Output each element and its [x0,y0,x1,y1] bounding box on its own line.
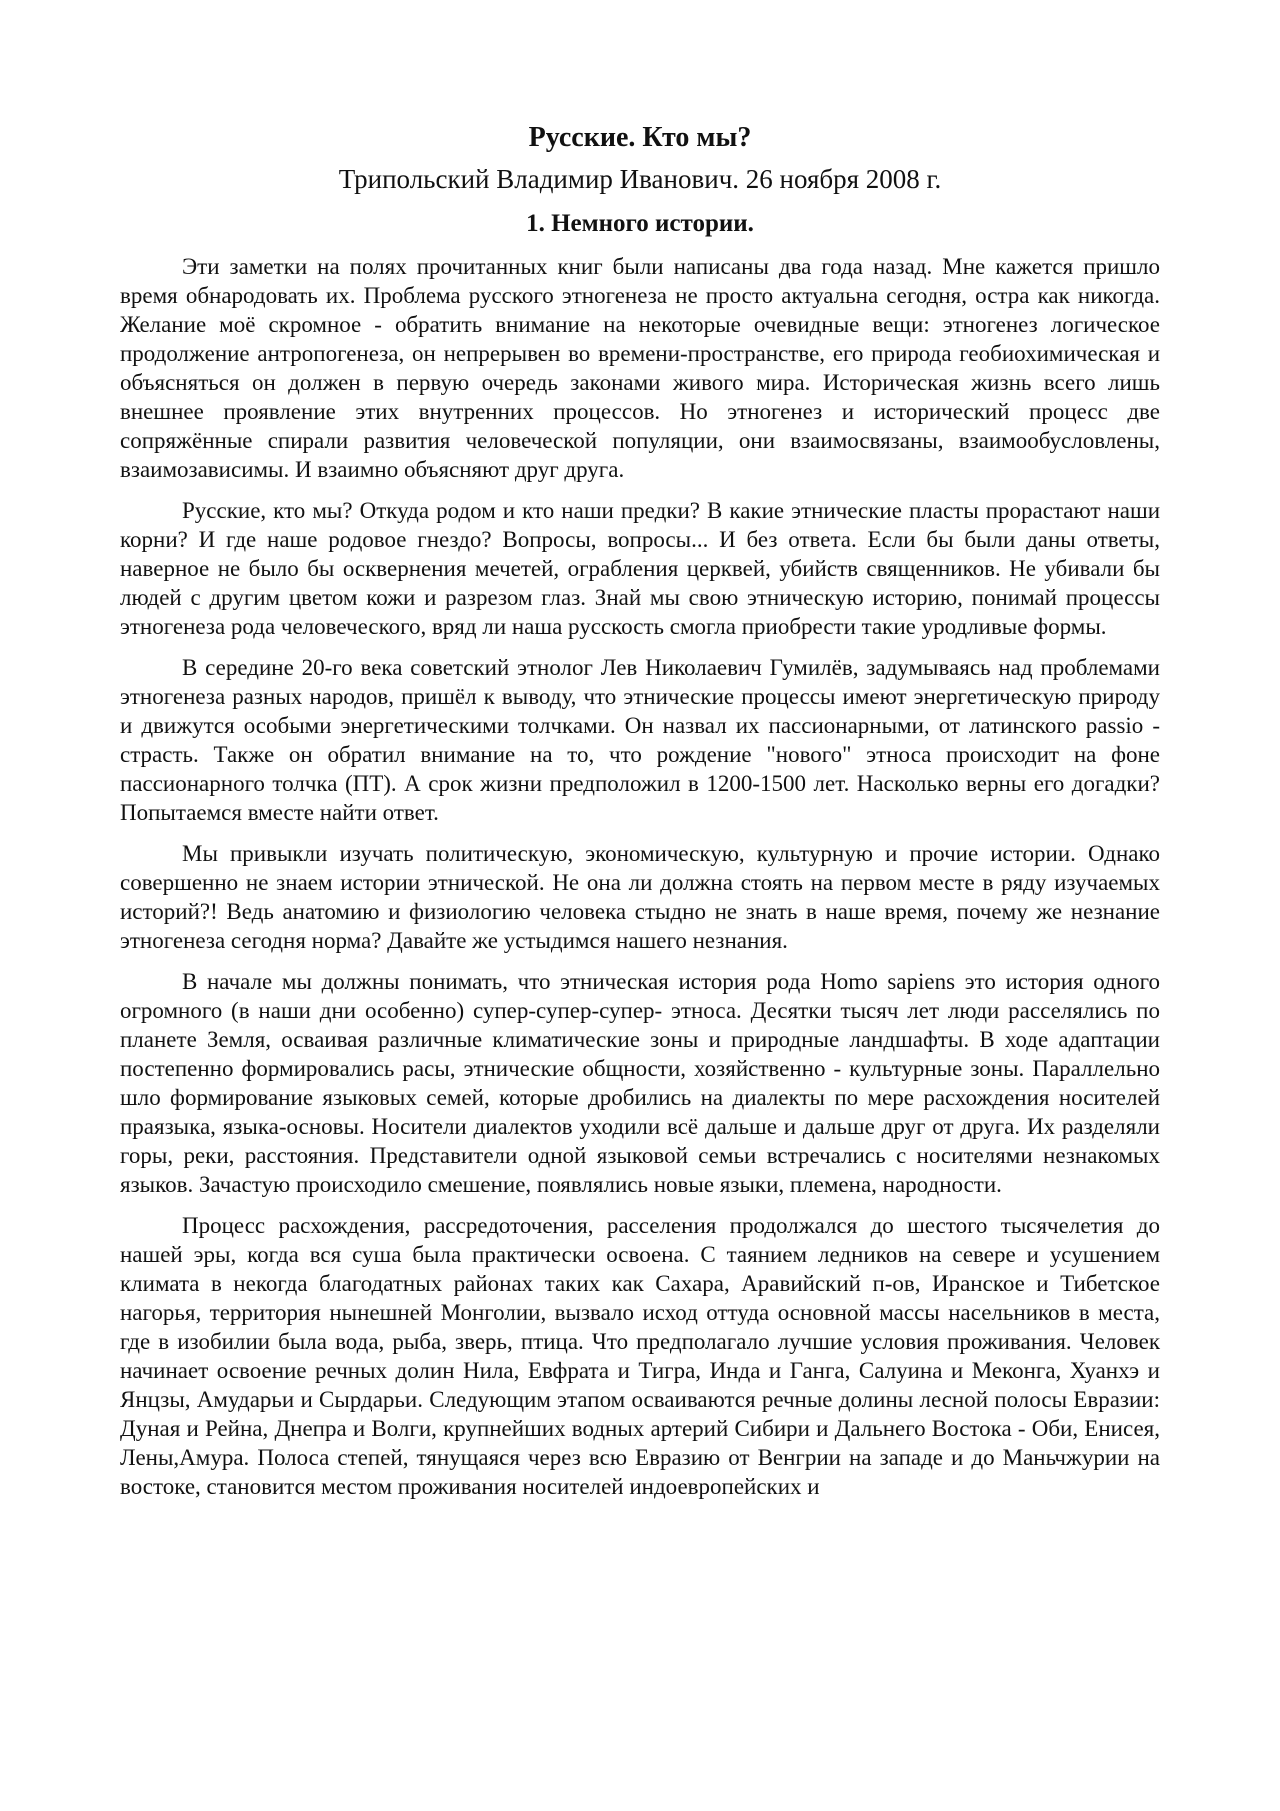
paragraph-1: Эти заметки на полях прочитанных книг были написаны два года назад. Мне кажется пришло время обнародовать их. Проблема русского этногенеза не просто актуальна сегодня, остра как никогда. Желание моё скромное - обратить внимание на некоторые очевидные вещи: этногенез логическое продолжение антропогенеза, он непрерывен во времени-пространстве, его природа геобиохимическая и объясняться он должен в первую очередь законами живого мира. Историческая жизнь всего лишь внешнее проявление этих внутренних процессов. Но этногенез и исторический процесс две сопряжённые спирали развития человеческой популяции, они взаимосвязаны, взаимообусловлены, взаимозависимы. И взаимно объясняют друг друга. [120,254,1160,482]
paragraph-2: Русские, кто мы? Откуда родом и кто наши предки? В какие этнические пласты прорастают наши корни? И где наше родовое гнездо? Вопросы, вопросы... И без ответа. Если бы были даны ответы, наверное не было бы осквернения мечетей, ограбления церквей, убийств священников. Не убивали бы людей с другим цветом кожи и разрезом глаз. Знай мы свою этническую историю, понимай процессы этногенеза рода человеческого, вряд ли наша русскость смогла приобрести такие уродливые формы. [120,498,1160,639]
paragraph-4: Мы привыкли изучать политическую, экономическую, культурную и прочие истории. Однако совершенно не знаем истории этнической. Не она ли должна стоять на первом месте в ряду изучаемых историй?! Ведь анатомию и физиологию человека стыдно не знать в наше время, почему же незнание этногенеза сегодня норма? Давайте же устыдимся нашего незнания. [120,841,1160,953]
paragraph-3: В середине 20-го века советский этнолог Лев Николаевич Гумилёв, задумываясь над проблемами этногенеза разных народов, пришёл к выводу, что этнические процессы имеют энергетическую природу и движутся особыми энергетическими толчками. Он назвал их пассионарными, от латинского passio - страсть. Также он обратил внимание на то, что рождение "нового" этноса происходит на фоне пассионарного толчка (ПТ). А срок жизни предположил в 1200-1500 лет. Насколько верны его догадки? Попытаемся вместе найти ответ. [120,655,1160,825]
section-heading: 1. Немного истории. [526,210,754,237]
paragraph-6: Процесс расхождения, рассредоточения, расселения продолжался до шестого тысячелетия до нашей эры, когда вся суша была практически освоена. С таянием ледников на севере и усушением климата в некогда благодатных районах таких как Сахара, Аравийский п-ов, Иранское и Тибетское нагорья, территория нынешней Монголии, вызвало исход оттуда основной массы насельников в места, где в изобилии была вода, рыба, зверь, птица. Что предполагало лучшие условия проживания. Человек начинает освоение речных долин Нила, Евфрата и Тигра, Инда и Ганга, Салуина и Меконга, Хуанхэ и Янцзы, Амударьи и Сырдарьи. Следующим этапом осваиваются речные долины лесной полосы Евразии: Дуная и Рейна, Днепра и Волги, крупнейших водных артерий Сибири и Дальнего Востока - Оби, Енисея, Лены,Амура. Полоса степей, тянущаяся через всю Евразию от Венгрии на западе и до Маньчжурии на востоке, становится местом проживания носителей индоевропейских и [120,1213,1160,1499]
paragraph-5: В начале мы должны понимать, что этническая история рода Homo sapiens это история одного огромного (в наши дни особенно) супер-супер-супер- этноса. Десятки тысяч лет люди расселялись по планете Земля, осваивая различные климатические зоны и природные ландшафты. В ходе адаптации постепенно формировались расы, этнические общности, хозяйственно - культурные зоны. Параллельно шло формирование языковых семей, которые дробились на диалекты по мере расхождения носителей праязыка, языка-основы. Носители диалектов уходили всё дальше и дальше друг от друга. Их разделяли горы, реки, расстояния. Представители одной языковой семьи встречались с носителями незнакомых языков. Зачастую происходило смешение, появлялись новые языки, племена, народности. [120,969,1160,1197]
page-content [120,120,1160,1513]
author-line: Трипольский Владимир Иванович. 26 ноября 2008 г. [338,164,942,194]
page-title: Русские. Кто мы? [528,122,752,153]
